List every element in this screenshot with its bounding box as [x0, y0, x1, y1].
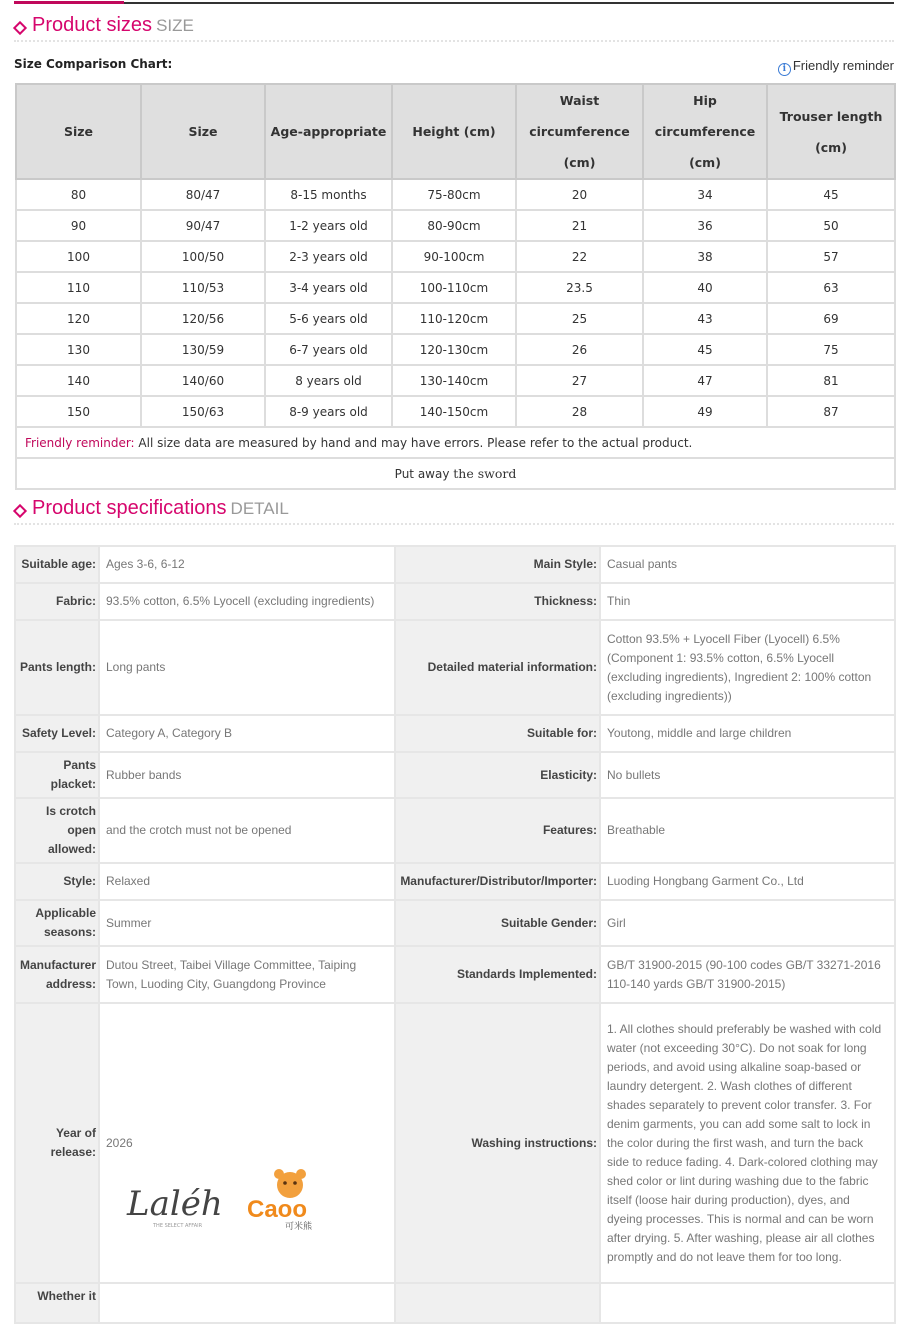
spec-key: Manufacturer address: — [15, 946, 99, 1003]
spec-key: Fabric: — [15, 583, 99, 620]
spec-key — [395, 1283, 600, 1323]
table-cell: 90 — [16, 210, 141, 241]
spec-value: Breathable — [600, 798, 895, 863]
table-cell: 40 — [643, 272, 767, 303]
table-cell: 8-9 years old — [265, 396, 392, 427]
spec-value: 1. All clothes should preferably be washed with cold water (not exceeding 30°C). Do not soak for long periods, and avoid using alkaline soap-based or laundry detergent. 2. Wash clothes of different shades separately to prevent color transfer. 3. For denim garments, you can add some salt to lock in the color during the first wash, and turn the back side to reduce fading. 4. Dark-colored clothing may shed color or lint during washing due to the fabric itself (loose hair during production), dyes, and dyeing processes. This is normal and can be worn after drying. 5. After washing, please air all clothes promptly and do not leave them for too long. — [600, 1003, 895, 1283]
friendly-reminder-link[interactable] — [778, 58, 894, 76]
spec-value: GB/T 31900-2015 (90-100 codes GB/T 33271-2016 110-140 yards GB/T 31900-2015) — [600, 946, 895, 1003]
table-cell: 75-80cm — [392, 179, 516, 210]
size-title-en: SIZE — [156, 16, 194, 35]
table-row — [16, 303, 895, 334]
spec-key: Pants length: — [15, 620, 99, 715]
table-cell: 80 — [16, 179, 141, 210]
size-table-header — [16, 84, 895, 179]
bear-eye-icon — [283, 1181, 287, 1185]
spec-row — [15, 1003, 895, 1283]
spec-value: Girl — [600, 900, 895, 946]
table-cell: 45 — [643, 334, 767, 365]
table-cell: 2-3 years old — [265, 241, 392, 272]
table-cell: 22 — [516, 241, 643, 272]
table-cell: 120-130cm — [392, 334, 516, 365]
table-cell: 80-90cm — [392, 210, 516, 241]
table-cell: 100 — [16, 241, 141, 272]
table-cell: 23.5 — [516, 272, 643, 303]
table-cell: 25 — [516, 303, 643, 334]
spec-value: Dutou Street, Taibei Village Committee, Taiping Town, Luoding City, Guangdong Province — [99, 946, 395, 1003]
table-cell: 38 — [643, 241, 767, 272]
size-col-header: Size — [141, 84, 265, 179]
logo-tagline: THE SELECT AFFAIR — [153, 1223, 203, 1229]
table-cell: 6-7 years old — [265, 334, 392, 365]
spec-key: Suitable age: — [15, 546, 99, 583]
friendly-reminder-label: Friendly reminder — [792, 58, 894, 73]
table-row — [16, 241, 895, 272]
spec-title-en: DETAIL — [230, 499, 289, 518]
table-cell: 26 — [516, 334, 643, 365]
spec-key: Is crotch open allowed: — [15, 798, 99, 863]
spec-title-text: Product specifications — [32, 497, 227, 519]
table-cell: 63 — [767, 272, 895, 303]
spec-key: Safety Level: — [15, 715, 99, 752]
spec-value: Category A, Category B — [99, 715, 395, 752]
table-row — [16, 210, 895, 241]
table-cell: 75 — [767, 334, 895, 365]
table-cell: 130 — [16, 334, 141, 365]
table-cell: 130/59 — [141, 334, 265, 365]
spec-key: Pants placket: — [15, 752, 99, 798]
info-icon: i — [778, 63, 791, 76]
spec-value — [99, 1283, 395, 1323]
spec-key: Thickness: — [395, 583, 600, 620]
spec-key: Features: — [395, 798, 600, 863]
table-cell: 150/63 — [141, 396, 265, 427]
table-row — [16, 396, 895, 427]
top-rule — [14, 2, 894, 4]
size-section-header — [14, 14, 894, 42]
spec-value: Summer — [99, 900, 395, 946]
bear-eye-icon — [293, 1181, 297, 1185]
spec-section-header — [14, 497, 894, 525]
table-cell: 34 — [643, 179, 767, 210]
spec-value: and the crotch must not be opened — [99, 798, 395, 863]
table-cell: 100/50 — [141, 241, 265, 272]
table-cell: 120 — [16, 303, 141, 334]
spec-row — [15, 752, 895, 798]
logo-script-text: Laléh — [127, 1184, 223, 1224]
table-cell: 130-140cm — [392, 365, 516, 396]
table-cell: 20 — [516, 179, 643, 210]
spec-row — [15, 798, 895, 863]
brand-logo — [125, 1165, 340, 1235]
table-row — [16, 179, 895, 210]
put-away-label: Put away — [394, 467, 454, 481]
size-col-header: Age-appropriate — [265, 84, 392, 179]
size-section-title — [32, 14, 194, 37]
size-col-header: Trouser length (cm) — [767, 84, 895, 179]
spec-key: Applicable seasons: — [15, 900, 99, 946]
table-cell: 28 — [516, 396, 643, 427]
spec-key: Year of release: — [15, 1003, 99, 1283]
diamond-bullet-icon — [13, 21, 27, 35]
spec-key: Suitable Gender: — [395, 900, 600, 946]
spec-key: Main Style: — [395, 546, 600, 583]
table-row — [16, 334, 895, 365]
spec-value: Relaxed — [99, 863, 395, 900]
table-cell: 49 — [643, 396, 767, 427]
size-col-header: Size — [16, 84, 141, 179]
table-cell: 45 — [767, 179, 895, 210]
spec-row — [15, 715, 895, 752]
note-text: All size data are measured by hand and may have errors. Please refer to the actual product. — [134, 435, 693, 450]
top-rule-accent — [14, 1, 124, 4]
table-cell: 81 — [767, 365, 895, 396]
bear-ear-icon — [296, 1169, 306, 1179]
note-label: Friendly reminder: — [25, 435, 135, 450]
table-cell: 5-6 years old — [265, 303, 392, 334]
spec-key: Standards Implemented: — [395, 946, 600, 1003]
spec-value: No bullets — [600, 752, 895, 798]
table-cell: 8-15 months — [265, 179, 392, 210]
table-cell: 57 — [767, 241, 895, 272]
table-cell: 140/60 — [141, 365, 265, 396]
diamond-bullet-icon — [13, 504, 27, 518]
spec-key: Manufacturer/Distributor/Importer: — [395, 863, 600, 900]
spec-value: 2026 — [99, 1003, 395, 1283]
table-row — [16, 272, 895, 303]
spec-row — [15, 583, 895, 620]
table-cell: 120/56 — [141, 303, 265, 334]
table-cell: 8 years old — [265, 365, 392, 396]
table-cell: 140 — [16, 365, 141, 396]
size-note-row — [16, 427, 895, 458]
spec-row — [15, 1283, 895, 1323]
size-col-header: Hip circumference (cm) — [643, 84, 767, 179]
section-divider — [14, 523, 894, 525]
section-divider — [14, 40, 894, 42]
table-cell: 50 — [767, 210, 895, 241]
put-away-toggle[interactable] — [16, 458, 895, 489]
spec-value: 93.5% cotton, 6.5% Lyocell (excluding ingredients) — [99, 583, 395, 620]
table-cell: 90-100cm — [392, 241, 516, 272]
spec-section-title — [32, 497, 289, 520]
table-cell: 100-110cm — [392, 272, 516, 303]
table-cell: 43 — [643, 303, 767, 334]
spec-value: Cotton 93.5% + Lyocell Fiber (Lyocell) 6.5% (Component 1: 93.5% cotton, 6.5% Lyocell (excluding ingredients), Ingredient 2: 100% cotton (excluding ingredients)) — [600, 620, 895, 715]
spec-key: Elasticity: — [395, 752, 600, 798]
spec-value: Long pants — [99, 620, 395, 715]
table-cell: 110/53 — [141, 272, 265, 303]
table-cell: 87 — [767, 396, 895, 427]
spec-key: Whether it — [15, 1283, 99, 1323]
put-away-label-sword: the sword — [453, 466, 517, 481]
table-cell: 90/47 — [141, 210, 265, 241]
table-cell: 140-150cm — [392, 396, 516, 427]
size-title-text: Product sizes — [32, 14, 153, 36]
spec-value — [600, 1283, 895, 1323]
spec-value: Rubber bands — [99, 752, 395, 798]
spec-value: Casual pants — [600, 546, 895, 583]
table-cell: 150 — [16, 396, 141, 427]
logo-brand-text: Caoo — [247, 1196, 307, 1223]
spec-row — [15, 546, 895, 583]
spec-value: Ages 3-6, 6-12 — [99, 546, 395, 583]
table-row — [16, 365, 895, 396]
spec-key: Detailed material information: — [395, 620, 600, 715]
table-cell: 47 — [643, 365, 767, 396]
size-col-header: Height (cm) — [392, 84, 516, 179]
spec-key: Washing instructions: — [395, 1003, 600, 1283]
spec-row — [15, 946, 895, 1003]
table-cell: 36 — [643, 210, 767, 241]
table-cell: 1-2 years old — [265, 210, 392, 241]
table-cell: 110 — [16, 272, 141, 303]
size-col-header: Waist circumference (cm) — [516, 84, 643, 179]
table-cell: 27 — [516, 365, 643, 396]
spec-row — [15, 620, 895, 715]
size-comparison-table — [15, 83, 896, 490]
table-cell: 3-4 years old — [265, 272, 392, 303]
bear-ear-icon — [274, 1169, 284, 1179]
spec-value: Luoding Hongbang Garment Co., Ltd — [600, 863, 895, 900]
spec-row — [15, 900, 895, 946]
spec-key: Suitable for: — [395, 715, 600, 752]
table-cell: 69 — [767, 303, 895, 334]
spec-row — [15, 863, 895, 900]
spec-value: Thin — [600, 583, 895, 620]
table-cell: 80/47 — [141, 179, 265, 210]
logo-brand-cn: 可米熊 — [285, 1222, 313, 1232]
size-chart-label: Size Comparison Chart: — [14, 57, 173, 71]
spec-value: Youtong, middle and large children — [600, 715, 895, 752]
table-cell: 110-120cm — [392, 303, 516, 334]
spec-key: Style: — [15, 863, 99, 900]
table-cell: 21 — [516, 210, 643, 241]
